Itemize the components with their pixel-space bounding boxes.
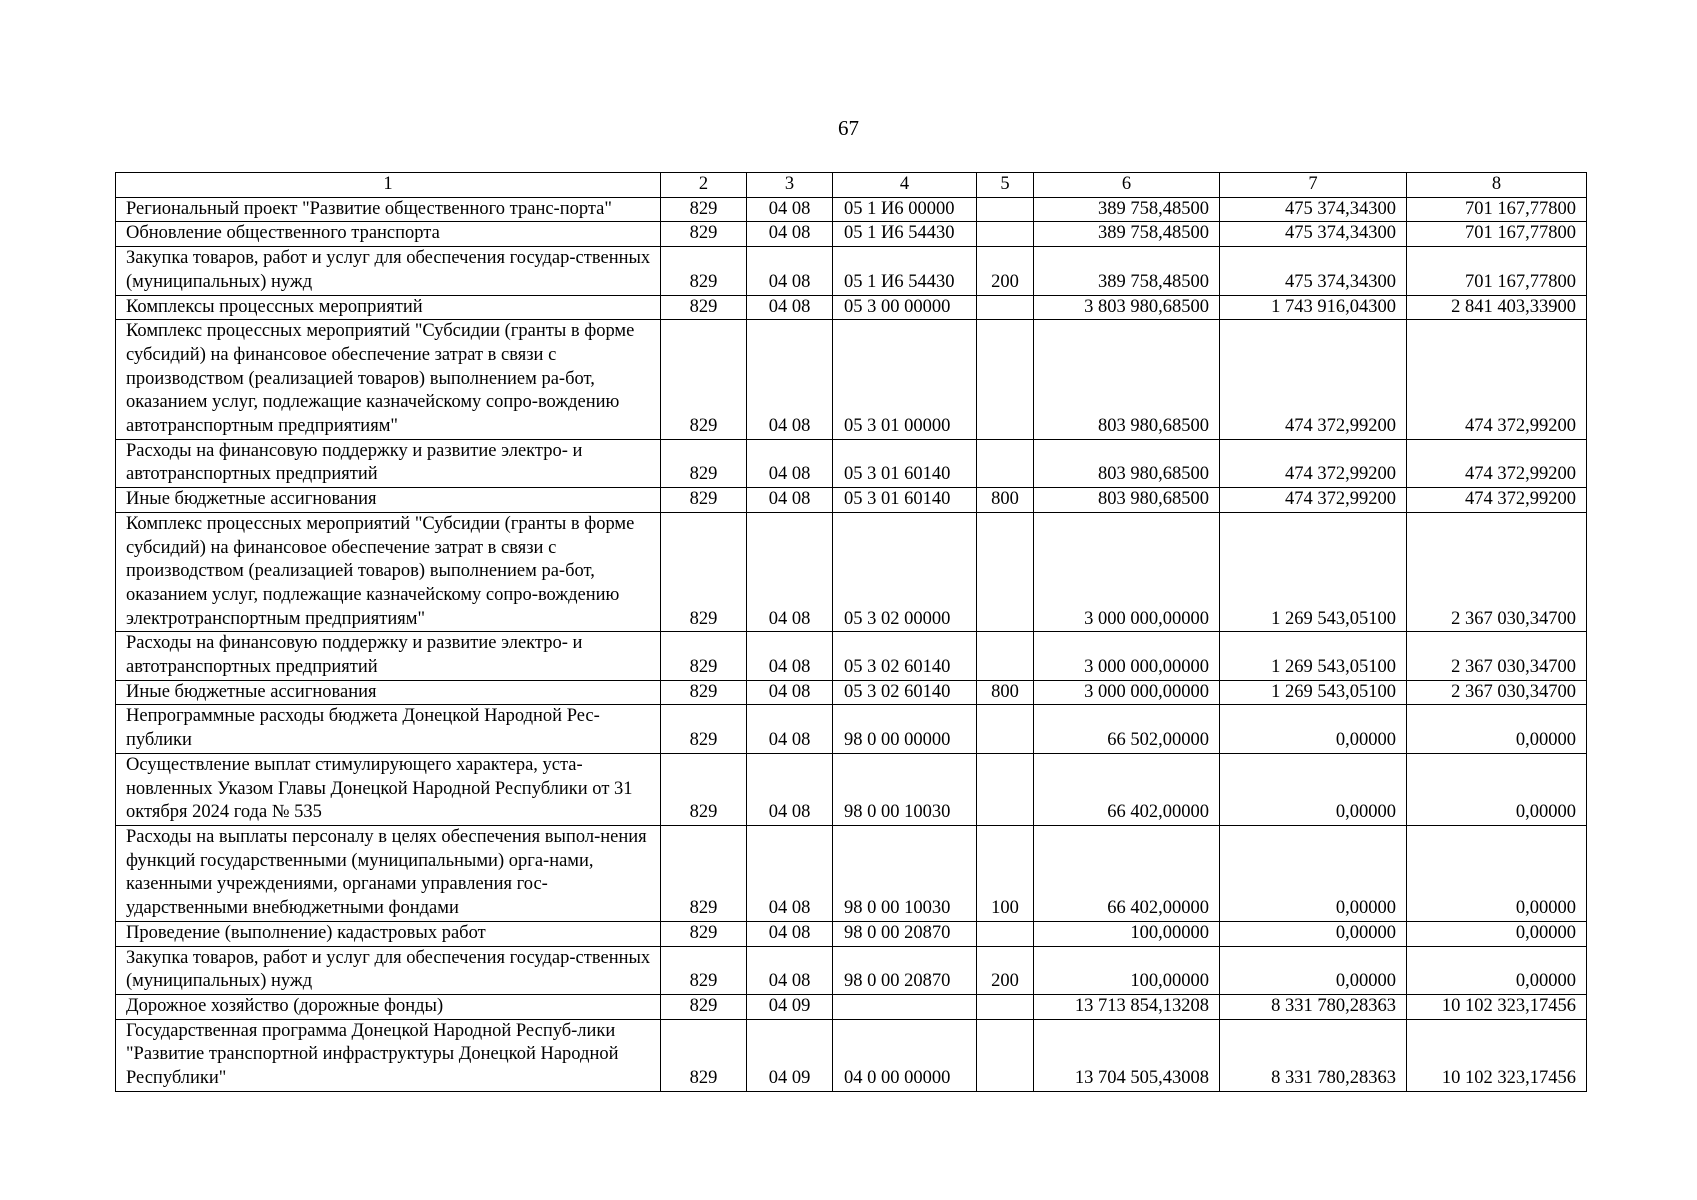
column-header-2: 2 [661, 173, 747, 198]
row-name-cell: Региональный проект "Развитие общественного транс-порта" [116, 197, 661, 222]
row-ministry-code-cell: 829 [661, 512, 747, 632]
row-ministry-code-cell: 829 [661, 320, 747, 440]
row-ministry-code-cell: 829 [661, 632, 747, 680]
row-name-cell: Осуществление выплат стимулирующего характера, уста-новленных Указом Главы Донецкой Народной Республики от 31 октября 2024 года № 535 [116, 753, 661, 825]
row-name-cell: Комплекс процессных мероприятий "Субсидии (гранты в форме субсидий) на финансовое обеспечение затрат в связи с производством (реализацией товаров) выполнением ра-бот, оказанием услуг, подлежащие казначейскому сопро-вождению электротранспортным предприятиям" [116, 512, 661, 632]
row-amount-col8-cell: 2 841 403,33900 [1407, 295, 1587, 320]
row-amount-col7-cell: 8 331 780,28363 [1220, 1019, 1407, 1091]
row-name-cell: Закупка товаров, работ и услуг для обеспечения государ-ственных (муниципальных) нужд [116, 247, 661, 295]
row-amount-col8-cell: 10 102 323,17456 [1407, 1019, 1587, 1091]
row-ministry-code-cell: 829 [661, 825, 747, 921]
table-row [116, 197, 1587, 222]
row-amount-col6-cell: 3 803 980,68500 [1034, 295, 1220, 320]
row-ministry-code-cell: 829 [661, 197, 747, 222]
column-header-4: 4 [833, 173, 977, 198]
row-amount-col6-cell: 100,00000 [1034, 921, 1220, 946]
row-amount-col6-cell: 66 502,00000 [1034, 705, 1220, 753]
row-ministry-code-cell: 829 [661, 753, 747, 825]
row-amount-col6-cell: 3 000 000,00000 [1034, 512, 1220, 632]
row-name-cell: Дорожное хозяйство (дорожные фонды) [116, 994, 661, 1019]
row-amount-col8-cell: 474 372,99200 [1407, 439, 1587, 487]
table-row [116, 439, 1587, 487]
row-amount-col6-cell: 66 402,00000 [1034, 825, 1220, 921]
row-amount-col7-cell: 0,00000 [1220, 705, 1407, 753]
row-amount-col7-cell: 474 372,99200 [1220, 320, 1407, 440]
table-row [116, 320, 1587, 440]
row-amount-col8-cell: 0,00000 [1407, 825, 1587, 921]
row-section-code-cell: 04 08 [747, 512, 833, 632]
row-section-code-cell: 04 08 [747, 320, 833, 440]
row-ministry-code-cell: 829 [661, 705, 747, 753]
row-ministry-code-cell: 829 [661, 247, 747, 295]
row-section-code-cell: 04 08 [747, 197, 833, 222]
table-row [116, 295, 1587, 320]
row-expense-type-cell [977, 1019, 1034, 1091]
row-expense-type-cell [977, 197, 1034, 222]
row-amount-col8-cell: 2 367 030,34700 [1407, 632, 1587, 680]
header-row [116, 173, 1587, 198]
row-amount-col6-cell: 13 704 505,43008 [1034, 1019, 1220, 1091]
row-amount-col7-cell: 0,00000 [1220, 825, 1407, 921]
row-expense-type-cell [977, 753, 1034, 825]
column-header-7: 7 [1220, 173, 1407, 198]
table-row [116, 632, 1587, 680]
row-name-cell: Расходы на финансовую поддержку и развитие электро- и автотранспортных предприятий [116, 439, 661, 487]
row-section-code-cell: 04 08 [747, 680, 833, 705]
row-section-code-cell: 04 08 [747, 295, 833, 320]
row-target-article-cell: 05 1 И6 54430 [833, 247, 977, 295]
column-header-3: 3 [747, 173, 833, 198]
row-section-code-cell: 04 08 [747, 632, 833, 680]
row-ministry-code-cell: 829 [661, 439, 747, 487]
row-amount-col8-cell: 0,00000 [1407, 705, 1587, 753]
row-ministry-code-cell: 829 [661, 680, 747, 705]
row-expense-type-cell: 800 [977, 488, 1034, 513]
row-expense-type-cell [977, 921, 1034, 946]
row-amount-col7-cell: 1 743 916,04300 [1220, 295, 1407, 320]
row-amount-col6-cell: 100,00000 [1034, 946, 1220, 994]
row-amount-col7-cell: 1 269 543,05100 [1220, 680, 1407, 705]
row-expense-type-cell [977, 994, 1034, 1019]
row-amount-col6-cell: 13 713 854,13208 [1034, 994, 1220, 1019]
row-name-cell: Закупка товаров, работ и услуг для обеспечения государ-ственных (муниципальных) нужд [116, 946, 661, 994]
row-section-code-cell: 04 08 [747, 222, 833, 247]
row-section-code-cell: 04 08 [747, 439, 833, 487]
row-amount-col7-cell: 0,00000 [1220, 946, 1407, 994]
table-row [116, 680, 1587, 705]
row-expense-type-cell: 800 [977, 680, 1034, 705]
row-amount-col7-cell: 1 269 543,05100 [1220, 632, 1407, 680]
row-target-article-cell: 05 1 И6 00000 [833, 197, 977, 222]
row-name-cell: Комплекс процессных мероприятий "Субсидии (гранты в форме субсидий) на финансовое обеспечение затрат в связи с производством (реализацией товаров) выполнением ра-бот, оказанием услуг, подлежащие казначейскому сопро-вождению автотранспортным предприятиям" [116, 320, 661, 440]
row-section-code-cell: 04 08 [747, 705, 833, 753]
row-expense-type-cell [977, 320, 1034, 440]
row-target-article-cell [833, 994, 977, 1019]
column-header-1: 1 [116, 173, 661, 198]
row-section-code-cell: 04 08 [747, 247, 833, 295]
row-amount-col8-cell: 701 167,77800 [1407, 197, 1587, 222]
row-amount-col8-cell: 2 367 030,34700 [1407, 512, 1587, 632]
row-amount-col8-cell: 474 372,99200 [1407, 488, 1587, 513]
row-expense-type-cell [977, 512, 1034, 632]
row-section-code-cell: 04 08 [747, 921, 833, 946]
row-amount-col6-cell: 66 402,00000 [1034, 753, 1220, 825]
row-name-cell: Иные бюджетные ассигнования [116, 680, 661, 705]
table-row [116, 222, 1587, 247]
row-amount-col8-cell: 10 102 323,17456 [1407, 994, 1587, 1019]
row-amount-col7-cell: 8 331 780,28363 [1220, 994, 1407, 1019]
row-amount-col6-cell: 389 758,48500 [1034, 197, 1220, 222]
table-row [116, 994, 1587, 1019]
row-expense-type-cell: 200 [977, 247, 1034, 295]
row-expense-type-cell: 100 [977, 825, 1034, 921]
row-ministry-code-cell: 829 [661, 222, 747, 247]
row-ministry-code-cell: 829 [661, 1019, 747, 1091]
table-row [116, 946, 1587, 994]
row-target-article-cell: 98 0 00 20870 [833, 921, 977, 946]
row-section-code-cell: 04 09 [747, 994, 833, 1019]
row-amount-col7-cell: 475 374,34300 [1220, 247, 1407, 295]
row-amount-col7-cell: 475 374,34300 [1220, 197, 1407, 222]
row-amount-col6-cell: 389 758,48500 [1034, 222, 1220, 247]
table-body [116, 197, 1587, 1091]
row-section-code-cell: 04 08 [747, 753, 833, 825]
row-expense-type-cell [977, 632, 1034, 680]
row-expense-type-cell [977, 222, 1034, 247]
table-row [116, 488, 1587, 513]
row-amount-col8-cell: 701 167,77800 [1407, 222, 1587, 247]
row-ministry-code-cell: 829 [661, 946, 747, 994]
row-target-article-cell: 05 3 01 60140 [833, 488, 977, 513]
row-expense-type-cell [977, 295, 1034, 320]
row-section-code-cell: 04 09 [747, 1019, 833, 1091]
table-row [116, 247, 1587, 295]
row-ministry-code-cell: 829 [661, 488, 747, 513]
row-amount-col6-cell: 803 980,68500 [1034, 488, 1220, 513]
table-row [116, 705, 1587, 753]
row-amount-col8-cell: 701 167,77800 [1407, 247, 1587, 295]
row-amount-col7-cell: 1 269 543,05100 [1220, 512, 1407, 632]
row-amount-col6-cell: 3 000 000,00000 [1034, 680, 1220, 705]
row-amount-col7-cell: 475 374,34300 [1220, 222, 1407, 247]
row-ministry-code-cell: 829 [661, 295, 747, 320]
row-target-article-cell: 04 0 00 00000 [833, 1019, 977, 1091]
row-amount-col7-cell: 474 372,99200 [1220, 439, 1407, 487]
row-expense-type-cell: 200 [977, 946, 1034, 994]
row-amount-col6-cell: 803 980,68500 [1034, 439, 1220, 487]
budget-table [115, 172, 1587, 1092]
row-target-article-cell: 05 3 02 00000 [833, 512, 977, 632]
column-header-8: 8 [1407, 173, 1587, 198]
row-amount-col8-cell: 474 372,99200 [1407, 320, 1587, 440]
row-amount-col8-cell: 0,00000 [1407, 921, 1587, 946]
row-target-article-cell: 98 0 00 20870 [833, 946, 977, 994]
row-ministry-code-cell: 829 [661, 994, 747, 1019]
table-row [116, 753, 1587, 825]
row-name-cell: Государственная программа Донецкой Народной Респуб-лики "Развитие транспортной инфраструктуры Донецкой Народной Республики" [116, 1019, 661, 1091]
row-amount-col6-cell: 803 980,68500 [1034, 320, 1220, 440]
row-name-cell: Расходы на финансовую поддержку и развитие электро- и автотранспортных предприятий [116, 632, 661, 680]
row-amount-col8-cell: 2 367 030,34700 [1407, 680, 1587, 705]
row-amount-col8-cell: 0,00000 [1407, 753, 1587, 825]
row-name-cell: Обновление общественного транспорта [116, 222, 661, 247]
row-amount-col7-cell: 474 372,99200 [1220, 488, 1407, 513]
row-amount-col7-cell: 0,00000 [1220, 753, 1407, 825]
row-section-code-cell: 04 08 [747, 946, 833, 994]
row-target-article-cell: 05 3 02 60140 [833, 680, 977, 705]
table-row [116, 512, 1587, 632]
table-row [116, 921, 1587, 946]
row-target-article-cell: 05 3 01 60140 [833, 439, 977, 487]
page-number: 67 [838, 116, 859, 140]
row-amount-col6-cell: 3 000 000,00000 [1034, 632, 1220, 680]
row-expense-type-cell [977, 705, 1034, 753]
row-target-article-cell: 98 0 00 00000 [833, 705, 977, 753]
row-name-cell: Комплексы процессных мероприятий [116, 295, 661, 320]
row-target-article-cell: 05 3 01 00000 [833, 320, 977, 440]
row-amount-col7-cell: 0,00000 [1220, 921, 1407, 946]
column-header-6: 6 [1034, 173, 1220, 198]
row-name-cell: Иные бюджетные ассигнования [116, 488, 661, 513]
row-ministry-code-cell: 829 [661, 921, 747, 946]
row-name-cell: Непрограммные расходы бюджета Донецкой Народной Рес-публики [116, 705, 661, 753]
row-amount-col6-cell: 389 758,48500 [1034, 247, 1220, 295]
column-header-5: 5 [977, 173, 1034, 198]
row-section-code-cell: 04 08 [747, 488, 833, 513]
row-expense-type-cell [977, 439, 1034, 487]
table-row [116, 1019, 1587, 1091]
row-section-code-cell: 04 08 [747, 825, 833, 921]
row-target-article-cell: 98 0 00 10030 [833, 825, 977, 921]
table-row [116, 825, 1587, 921]
row-amount-col8-cell: 0,00000 [1407, 946, 1587, 994]
row-target-article-cell: 98 0 00 10030 [833, 753, 977, 825]
row-target-article-cell: 05 3 00 00000 [833, 295, 977, 320]
row-name-cell: Проведение (выполнение) кадастровых работ [116, 921, 661, 946]
row-target-article-cell: 05 3 02 60140 [833, 632, 977, 680]
row-target-article-cell: 05 1 И6 54430 [833, 222, 977, 247]
row-name-cell: Расходы на выплаты персоналу в целях обеспечения выпол-нения функций государственными (муниципальными) орга-нами, казенными учреждениями, органами управления гос-ударственными внебюджетными фондами [116, 825, 661, 921]
